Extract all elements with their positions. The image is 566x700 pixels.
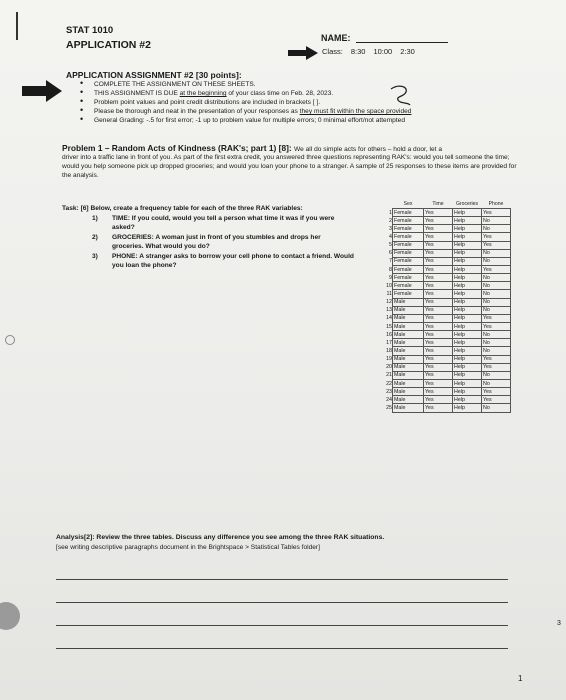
time-cell: Yes [424, 274, 453, 282]
sex-cell: Female [393, 225, 424, 233]
phone-cell: No [482, 404, 511, 412]
table-row [383, 331, 511, 339]
instruction-item: • THIS ASSIGNMENT IS DUE at the beginning of your class time on Feb. 28, 2023. [80, 89, 411, 98]
sex-cell: Male [393, 314, 424, 322]
groceries-cell: Help [453, 241, 482, 249]
groceries-cell: Help [453, 209, 482, 217]
groceries-cell: Help [453, 322, 482, 330]
column-header [383, 200, 393, 209]
phone-cell: No [482, 331, 511, 339]
class-time-option: 8:30 [350, 47, 366, 56]
phone-cell: Yes [482, 388, 511, 396]
groceries-cell: Help [453, 265, 482, 273]
groceries-cell: Help [453, 290, 482, 298]
punch-hole [0, 602, 20, 630]
rak-questions [92, 215, 354, 273]
sex-cell: Female [393, 274, 424, 282]
sex-cell: Female [393, 233, 424, 241]
row-number: 18 [386, 347, 392, 354]
phone-cell: No [482, 225, 511, 233]
answer-line [56, 579, 508, 580]
table-row [383, 257, 511, 265]
table-row [383, 371, 511, 379]
time-cell: Yes [424, 388, 453, 396]
phone-cell: No [482, 282, 511, 290]
groceries-cell: Help [453, 404, 482, 412]
row-number: 9 [389, 274, 392, 281]
phone-cell: No [482, 298, 511, 306]
table-row [383, 404, 511, 412]
time-cell: Yes [424, 298, 453, 306]
answer-line [56, 648, 508, 649]
row-number: 22 [386, 380, 392, 387]
groceries-cell: Help [453, 379, 482, 387]
course-code: STAT 1010 [66, 25, 114, 36]
groceries-cell: Help [453, 306, 482, 314]
phone-cell: Yes [482, 363, 511, 371]
instruction-item: • Problem point values and point credit distributions are included in brackets [ ]. [80, 98, 411, 107]
instruction-item: • COMPLETE THE ASSIGNMENT ON THESE SHEETS. [80, 80, 411, 89]
time-cell: Yes [424, 339, 453, 347]
phone-cell: No [482, 290, 511, 298]
row-number: 2 [389, 217, 392, 224]
class-times [322, 47, 415, 56]
answer-line [56, 625, 508, 626]
groceries-cell: Help [453, 396, 482, 404]
time-cell: Yes [424, 404, 453, 412]
binder-mark [16, 12, 18, 40]
table-row [383, 241, 511, 249]
instruction-item: • Please be thorough and neat in the presentation of your responses as they must fit within the space provided [80, 107, 411, 116]
groceries-cell: Help [453, 347, 482, 355]
right-arrow-icon [288, 46, 318, 60]
table-row [383, 306, 511, 314]
groceries-cell: Help [453, 331, 482, 339]
time-cell: Yes [424, 233, 453, 241]
class-time-option: 2:30 [400, 47, 415, 56]
time-cell: Yes [424, 225, 453, 233]
phone-cell: No [482, 274, 511, 282]
sex-cell: Male [393, 298, 424, 306]
sex-cell: Female [393, 249, 424, 257]
phone-cell: No [482, 371, 511, 379]
instruction-item: • General Grading: -.5 for first error; -1 up to problem value for multiple errors; 0 minimal effort/not attempted [80, 116, 411, 125]
question-item: 2) GROCERIES: A woman just in front of you stumbles and drops her groceries. What would you do? [92, 234, 321, 250]
time-cell: Yes [424, 371, 453, 379]
assignment-instructions [80, 80, 411, 125]
table-row [383, 209, 511, 217]
sex-cell: Male [393, 331, 424, 339]
sex-cell: Male [393, 371, 424, 379]
edge-mark: 3 [557, 620, 561, 627]
right-arrow-icon [22, 80, 62, 102]
row-number: 6 [389, 250, 392, 257]
row-number: 19 [386, 356, 392, 363]
row-number: 4 [389, 233, 392, 240]
table-row [383, 265, 511, 273]
row-number: 11 [386, 290, 392, 297]
sex-cell: Male [393, 339, 424, 347]
task-label: Task: [6] Below, create a frequency table for each of the three RAK variables: [62, 205, 303, 212]
table-row [383, 355, 511, 363]
row-number: 14 [386, 315, 392, 322]
sex-cell: Female [393, 257, 424, 265]
groceries-cell: Help [453, 371, 482, 379]
groceries-cell: Help [453, 363, 482, 371]
name-label: NAME: [321, 33, 351, 43]
groceries-cell: Help [453, 257, 482, 265]
time-cell: Yes [424, 363, 453, 371]
row-number: 13 [386, 307, 392, 314]
groceries-cell: Help [453, 225, 482, 233]
problem-intro: We all do simple acts for others – hold a door, let a [294, 146, 442, 153]
time-cell: Yes [424, 241, 453, 249]
groceries-cell: Help [453, 249, 482, 257]
phone-cell: Yes [482, 233, 511, 241]
groceries-cell: Help [453, 314, 482, 322]
row-number: 23 [386, 388, 392, 395]
question-item: 3) PHONE: A stranger asks to borrow your cell phone to contact a friend. Would you loan the phone? [92, 253, 354, 269]
groceries-cell: Help [453, 339, 482, 347]
analysis-note: [see writing descriptive paragraphs document in the Brightspace > Statistical Tables folder] [56, 544, 320, 551]
phone-cell: Yes [482, 209, 511, 217]
time-cell: Yes [424, 209, 453, 217]
row-number: 25 [386, 404, 392, 411]
class-time-option: 10:00 [373, 47, 393, 56]
application-number: APPLICATION #2 [66, 39, 151, 51]
sex-cell: Male [393, 379, 424, 387]
assignment-title: APPLICATION ASSIGNMENT #2 [30 points]: [66, 70, 242, 80]
sex-cell: Female [393, 217, 424, 225]
problem-title: Problem 1 – Random Acts of Kindness (RAK's; part 1) [8]: We all do simple acts for others – hold a door, let a [62, 143, 442, 153]
groceries-cell: Help [453, 217, 482, 225]
table-row [383, 396, 511, 404]
rak-data-table [383, 200, 511, 413]
phone-cell: No [482, 217, 511, 225]
phone-cell: Yes [482, 265, 511, 273]
page-number: 1 [518, 674, 523, 683]
groceries-cell: Help [453, 355, 482, 363]
table-row [383, 282, 511, 290]
sex-cell: Male [393, 347, 424, 355]
phone-cell: No [482, 249, 511, 257]
time-cell: Yes [424, 355, 453, 363]
time-cell: Yes [424, 257, 453, 265]
table-header-row [383, 200, 511, 209]
table-row [383, 233, 511, 241]
table-row [383, 217, 511, 225]
time-cell: Yes [424, 322, 453, 330]
row-number: 24 [386, 396, 392, 403]
handwritten-squiggle-icon [388, 84, 414, 108]
answer-line [56, 602, 508, 603]
analysis-prompt: Analysis[2]: Review the three tables. Discuss any difference you see among the three RAK situations. [56, 534, 385, 541]
sex-cell: Male [393, 355, 424, 363]
groceries-cell: Help [453, 274, 482, 282]
row-number: 10 [386, 282, 392, 289]
row-number: 16 [386, 331, 392, 338]
groceries-cell: Help [453, 282, 482, 290]
table-row [383, 347, 511, 355]
table-row [383, 363, 511, 371]
sex-cell: Male [393, 306, 424, 314]
sex-cell: Male [393, 404, 424, 412]
row-number: 17 [386, 339, 392, 346]
table-row [383, 225, 511, 233]
column-header: Phone [488, 201, 504, 207]
phone-cell: Yes [482, 396, 511, 404]
groceries-cell: Help [453, 388, 482, 396]
sex-cell: Male [393, 396, 424, 404]
row-number: 3 [389, 225, 392, 232]
row-number: 15 [386, 323, 392, 330]
column-header: Time [432, 201, 444, 207]
groceries-cell: Help [453, 233, 482, 241]
time-cell: Yes [424, 331, 453, 339]
table-row [383, 388, 511, 396]
phone-cell: No [482, 347, 511, 355]
row-number: 8 [389, 266, 392, 273]
problem-description: driver into a traffic lane in front of you. As part of the first extra credit, you answered three questions representing RAK's: would you tell someone the time; would you help someone pick up dropped groceries; and would you loan your phone to a stranger. A sample of 25 responses to these items are provided for the analysis. [62, 154, 517, 179]
class-label: Class: [322, 47, 343, 56]
table-row [383, 314, 511, 322]
question-item: 1) TIME: If you could, would you tell a person what time it was if you were asked? [92, 215, 335, 231]
table-row [383, 339, 511, 347]
phone-cell: Yes [482, 241, 511, 249]
time-cell: Yes [424, 282, 453, 290]
table-row [383, 322, 511, 330]
sex-cell: Female [393, 282, 424, 290]
table-row [383, 298, 511, 306]
time-cell: Yes [424, 249, 453, 257]
time-cell: Yes [424, 290, 453, 298]
table-row [383, 274, 511, 282]
time-cell: Yes [424, 217, 453, 225]
groceries-cell: Help [453, 298, 482, 306]
phone-cell: No [482, 257, 511, 265]
row-number: 7 [389, 258, 392, 265]
row-number: 20 [386, 364, 392, 371]
sex-cell: Female [393, 265, 424, 273]
name-blank-line [356, 42, 448, 43]
phone-cell: No [482, 379, 511, 387]
phone-cell: Yes [482, 314, 511, 322]
phone-cell: Yes [482, 322, 511, 330]
row-number: 1 [389, 209, 392, 216]
sex-cell: Male [393, 363, 424, 371]
row-number: 5 [389, 242, 392, 249]
time-cell: Yes [424, 265, 453, 273]
table-row [383, 290, 511, 298]
column-header: Groceries [455, 201, 479, 207]
time-cell: Yes [424, 379, 453, 387]
sex-cell: Male [393, 388, 424, 396]
phone-cell: No [482, 339, 511, 347]
sex-cell: Female [393, 241, 424, 249]
table-row [383, 379, 511, 387]
time-cell: Yes [424, 396, 453, 404]
time-cell: Yes [424, 314, 453, 322]
row-number: 21 [386, 372, 392, 379]
row-number: 12 [386, 299, 392, 306]
table-row [383, 249, 511, 257]
punch-hole-small [5, 335, 15, 345]
sex-cell: Female [393, 290, 424, 298]
sex-cell: Male [393, 322, 424, 330]
phone-cell: No [482, 306, 511, 314]
phone-cell: Yes [482, 355, 511, 363]
time-cell: Yes [424, 306, 453, 314]
time-cell: Yes [424, 347, 453, 355]
column-header: Sex [403, 201, 413, 207]
sex-cell: Female [393, 209, 424, 217]
